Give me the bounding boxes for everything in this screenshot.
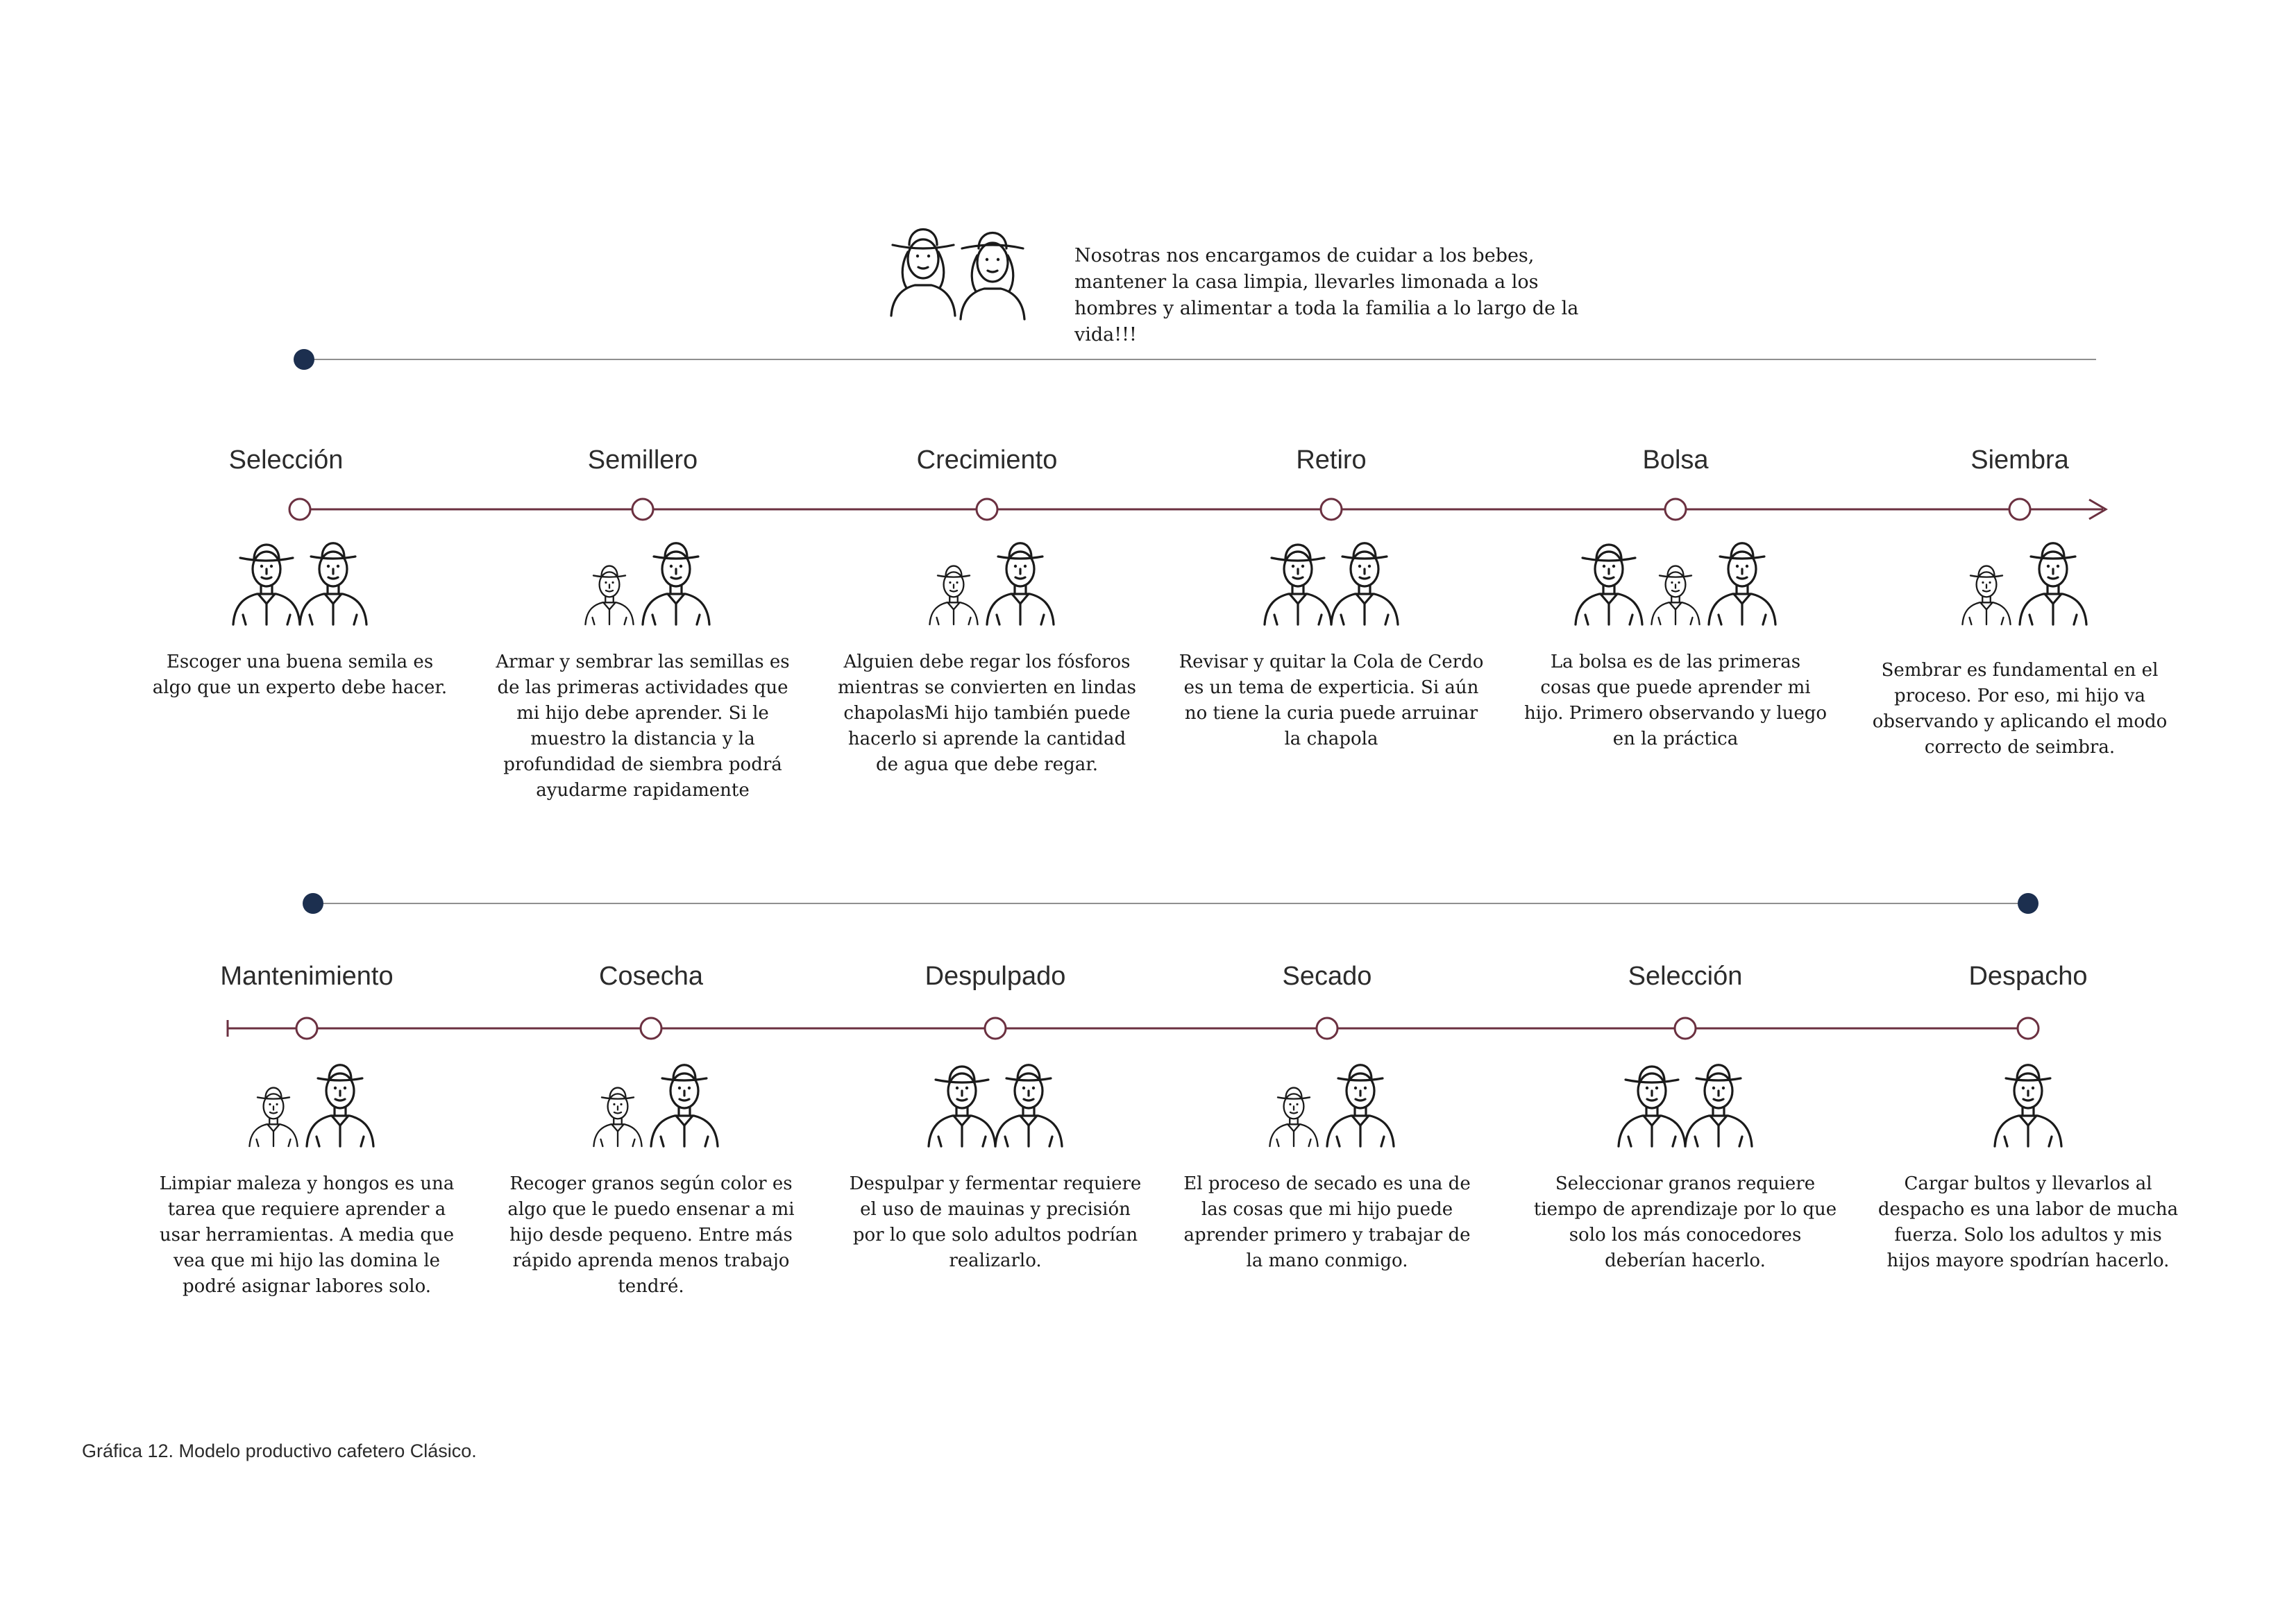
- child-figure-icon: [1962, 566, 2010, 624]
- row1-stage-description: La bolsa es de las primeras cosas que puede aprender mi hijo. Primero observando y luego en la práctica: [1523, 652, 1827, 749]
- row1-stage-title: Retiro: [1296, 445, 1367, 475]
- women-note-text: Nosotras nos encargamos de cuidar a los bebes, mantener la casa limpia, llevarles limonada a los hombres y alimentar a toda la familia a lo largo de la vida!!!: [1074, 245, 1579, 346]
- adult-figure-icon: [1685, 1065, 1752, 1146]
- row1-stage-description: Sembrar es fundamental en el proceso. Por eso, mi hijo va observando y aplicando el modo correcto de seimbra.: [1872, 660, 2168, 758]
- row1-stage-2-people: [585, 543, 709, 624]
- adult-figure-icon: [300, 543, 366, 624]
- row1-stage-6-people: [1962, 543, 2086, 624]
- row2-stage-1-people: [249, 1065, 373, 1146]
- adult-figure-icon: [233, 545, 300, 624]
- adult-figure-icon: [2020, 543, 2086, 624]
- row2-node-3: [985, 1018, 1006, 1039]
- adult-figure-icon: [643, 543, 709, 624]
- child-figure-icon: [593, 1088, 641, 1146]
- row1-stage-title: Crecimiento: [916, 445, 1058, 475]
- adult-figure-icon: [1331, 543, 1398, 624]
- row2-node-2: [641, 1018, 661, 1039]
- woman-figure-icon: [891, 230, 955, 316]
- woman-figure-icon: [961, 233, 1024, 320]
- adult-figure-icon: [1327, 1065, 1394, 1146]
- row2-stage-2-people: [593, 1065, 718, 1146]
- two-women-with-hats-icon: [891, 230, 1024, 320]
- adult-figure-icon: [995, 1065, 1062, 1146]
- row1-stage-description: Armar y sembrar las semillas es de las primeras actividades que mi hijo debe aprender. Si le muestro la distancia y la profundidad de siembra podrá ayudarme rapidamente: [496, 652, 790, 801]
- row1-stage-title: Selección: [228, 445, 344, 475]
- adult-figure-icon: [1265, 545, 1331, 624]
- row2-node-5: [1675, 1018, 1696, 1039]
- row2-stage-description: Limpiar maleza y hongos es una tarea que requiere aprender a usar herramientas. A media que vea que mi hijo las domina le podré asignar labores solo.: [159, 1173, 455, 1297]
- row2-node-1: [296, 1018, 317, 1039]
- row2-stage-title: Despacho: [1968, 962, 2088, 991]
- row1-stage-title: Bolsa: [1642, 445, 1709, 475]
- child-figure-icon: [929, 566, 977, 624]
- row1-node-1: [289, 499, 310, 520]
- row1-stage-3-people: [929, 543, 1054, 624]
- adult-figure-icon: [929, 1067, 995, 1146]
- adult-figure-icon: [1576, 545, 1642, 624]
- middle-connector-end-dot: [2018, 893, 2038, 914]
- row2-stage-title: Cosecha: [599, 962, 703, 991]
- row2-stage-3-people: [929, 1065, 1062, 1146]
- adult-figure-icon: [1619, 1067, 1685, 1146]
- row2-stage-title: Selección: [1628, 962, 1743, 991]
- row1-stage-4-people: [1265, 543, 1398, 624]
- row2-node-4: [1317, 1018, 1337, 1039]
- row2-illustrations: [249, 1065, 2061, 1146]
- adult-figure-icon: [307, 1065, 373, 1146]
- row1-illustrations: [233, 543, 2086, 624]
- child-figure-icon: [585, 566, 633, 624]
- row2-stage-4-people: [1269, 1065, 1394, 1146]
- row2-stage-5-people: [1619, 1065, 1752, 1146]
- row1-stage-1-people: [233, 543, 366, 624]
- row1-node-3: [977, 499, 997, 520]
- row1-stage-title: Siembra: [1970, 445, 2069, 475]
- row1-stage-description: Revisar y quitar la Cola de Cerdo es un tema de experticia. Si aún no tiene la curia puede arruinar la chapola: [1179, 652, 1484, 749]
- row1-stage-5-people: [1576, 543, 1775, 624]
- row2-stage-description: Despulpar y fermentar requiere el uso de mauinas y precisión por lo que solo adultos podrían realizarlo.: [849, 1173, 1142, 1271]
- row1-stage-description: Alguien debe regar los fósforos mientras se convierten en lindas chapolasMi hijo también puede hacerlo si aprende la cantidad de agua que debe regar.: [838, 652, 1136, 775]
- adult-figure-icon: [651, 1065, 718, 1146]
- row2-stage-title: Mantenimiento: [220, 962, 394, 991]
- row2-stage-title: Secado: [1282, 962, 1372, 991]
- row1-node-6: [2009, 499, 2030, 520]
- row2-node-6: [2018, 1018, 2038, 1039]
- child-figure-icon: [249, 1088, 297, 1146]
- women-timeline-start-dot: [294, 349, 314, 370]
- child-figure-icon: [1651, 566, 1699, 624]
- row1-node-2: [632, 499, 653, 520]
- child-figure-icon: [1269, 1088, 1317, 1146]
- row2-stage-description: Seleccionar granos requiere tiempo de aprendizaje por lo que solo los más conocedores deberían hacerlo.: [1533, 1173, 1837, 1271]
- adult-figure-icon: [1995, 1065, 2061, 1146]
- row2-stage-6-people: [1995, 1065, 2061, 1146]
- row2-stage-description: Recoger granos según color es algo que le puedo ensenar a mi hijo desde pequeno. Entre más rápido aprenda menos trabajo tendré.: [507, 1173, 795, 1297]
- middle-connector-start-dot: [303, 893, 323, 914]
- row1-stage-title: Semillero: [587, 445, 698, 475]
- row1-stage-description: Escoger una buena semila es algo que un experto debe hacer.: [152, 652, 448, 698]
- row2-stage-description: Cargar bultos y llevarlos al despacho es una labor de mucha fuerza. Solo los adultos y mis hijos mayore spodrían hacerlo.: [1877, 1173, 2179, 1271]
- row2-stage-title: Despulpado: [925, 962, 1066, 991]
- row1-node-4: [1321, 499, 1342, 520]
- adult-figure-icon: [987, 543, 1054, 624]
- row1-node-5: [1665, 499, 1686, 520]
- adult-figure-icon: [1709, 543, 1775, 624]
- figure-caption: Gráfica 12. Modelo productivo cafetero Clásico.: [82, 1441, 477, 1461]
- row2-stage-description: El proceso de secado es una de las cosas que mi hijo puede aprender primero y trabajar de la mano conmigo.: [1183, 1173, 1471, 1271]
